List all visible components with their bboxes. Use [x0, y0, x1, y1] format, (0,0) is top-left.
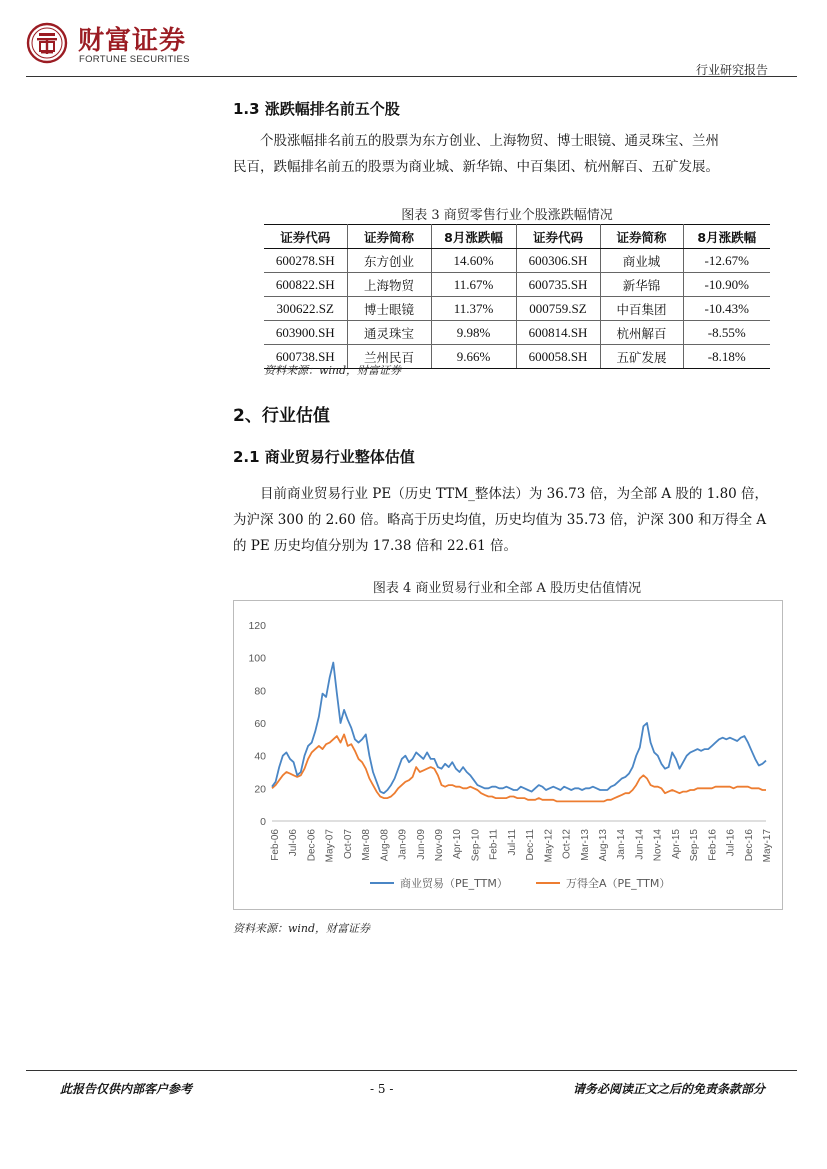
- x-tick-label: Mar-08: [361, 829, 373, 861]
- x-tick-label: Jan-09: [397, 829, 409, 860]
- y-tick-label: 80: [254, 685, 266, 698]
- x-tick-label: Jun-14: [634, 829, 646, 860]
- table-caption: 图表 3 商贸零售行业个股涨跌幅情况: [401, 208, 613, 223]
- table-source-note: 资料来源：wind，财富证券: [264, 364, 402, 377]
- footer-disclaimer-left: 此报告仅供内部客户参考: [60, 1082, 193, 1096]
- x-tick-label: Jul-16: [725, 829, 737, 857]
- table-cell: 9.98%: [431, 321, 516, 345]
- y-tick-label: 40: [254, 750, 266, 763]
- paragraph-line: 个股涨幅排名前五的股票为东方创业、上海物贸、博士眼镜、通灵珠宝、兰州: [260, 133, 719, 149]
- x-tick-label: Dec-06: [306, 829, 318, 862]
- table-cell: 11.67%: [431, 273, 516, 297]
- x-tick-label: Dec-11: [525, 829, 537, 861]
- footer-divider: [26, 1070, 797, 1071]
- table-cell: 兰州民百: [347, 345, 431, 369]
- y-tick-label: 60: [254, 718, 266, 730]
- series-line-commerce: [272, 663, 766, 794]
- logo-text-en: FORTUNE SECURITIES: [79, 54, 190, 65]
- x-tick-label: Jul-11: [506, 829, 518, 856]
- table-header-row: [264, 225, 770, 249]
- x-tick-label: May-12: [543, 829, 555, 863]
- table-cell: 600306.SH: [516, 249, 600, 273]
- page-number: - 5 -: [370, 1082, 394, 1096]
- table-cell: 600278.SH: [264, 249, 347, 273]
- section-2-1-paragraph: [233, 481, 781, 559]
- pe-history-chart: [234, 601, 782, 909]
- table-cell: 上海物贸: [347, 273, 431, 297]
- x-tick-label: Dec-16: [743, 829, 755, 862]
- table-row: [264, 273, 770, 297]
- table-cell: 000759.SZ: [516, 297, 600, 321]
- paragraph-line: 的 PE 历史均值分别为 17.38 倍和 22.61 倍。: [233, 538, 517, 554]
- section-heading-2: 2、行业估值: [233, 406, 330, 426]
- x-tick-label: Oct-12: [561, 829, 573, 860]
- paragraph-line: 目前商业贸易行业 PE（历史 TTM_整体法）为 36.73 倍，为全部 A 股的 1.80 倍，: [260, 486, 769, 502]
- table-cell: -10.90%: [683, 273, 770, 297]
- column-header: 证券简称: [600, 225, 683, 249]
- logo-text-cn: 财富证券: [78, 26, 187, 56]
- table-cell: 600058.SH: [516, 345, 600, 369]
- table-cell: 商业城: [600, 249, 683, 273]
- x-tick-label: Feb-16: [707, 829, 719, 861]
- x-tick-label: Nov-14: [652, 829, 664, 862]
- table-cell: 杭州解百: [600, 321, 683, 345]
- pe-history-chart-frame: [233, 600, 783, 910]
- fortune-securities-seal-icon: [26, 22, 68, 64]
- column-header: 8月涨跌幅: [683, 225, 770, 249]
- table-cell: 11.37%: [431, 297, 516, 321]
- table-cell: 五矿发展: [600, 345, 683, 369]
- x-tick-label: Aug-08: [379, 829, 391, 862]
- section-heading-1-3: 1.3 涨跌幅排名前五个股: [233, 100, 400, 118]
- series-line-all-a: [272, 734, 766, 801]
- x-tick-label: Jan-14: [616, 829, 628, 860]
- table-cell: 博士眼镜: [347, 297, 431, 321]
- legend-label: 万得全A（PE_TTM）: [566, 877, 671, 890]
- table-cell: -12.67%: [683, 249, 770, 273]
- footer-disclaimer-right: 请务必阅读正文之后的免责条款部分: [572, 1082, 765, 1096]
- table-row: [264, 321, 770, 345]
- section-heading-2-1: 2.1 商业贸易行业整体估值: [233, 448, 415, 466]
- x-tick-label: Oct-07: [342, 829, 354, 860]
- x-tick-label: Feb-11: [488, 829, 500, 860]
- x-tick-label: May-07: [324, 829, 336, 863]
- x-tick-label: May-17: [762, 829, 773, 863]
- chart-caption: 图表 4 商业贸易行业和全部 A 股历史估值情况: [372, 581, 642, 596]
- table-cell: -8.18%: [683, 345, 770, 369]
- paragraph-line: 民百，跌幅排名前五的股票为商业城、新华锦、中百集团、杭州解百、五矿发展。: [233, 159, 719, 175]
- y-tick-label: 20: [254, 783, 266, 796]
- x-tick-label: Apr-10: [452, 829, 464, 860]
- table-cell: 通灵珠宝: [347, 321, 431, 345]
- x-tick-label: Sep-15: [689, 829, 701, 862]
- table-row: [264, 297, 770, 321]
- table-cell: 600814.SH: [516, 321, 600, 345]
- section-1-3-paragraph: [233, 128, 781, 180]
- y-tick-label: 120: [248, 620, 266, 632]
- table-cell: 中百集团: [600, 297, 683, 321]
- table-cell: 600735.SH: [516, 273, 600, 297]
- x-tick-label: Sep-10: [470, 829, 482, 862]
- table-cell: 600822.SH: [264, 273, 347, 297]
- x-tick-label: Jun-09: [415, 829, 427, 860]
- header-divider: [26, 76, 797, 77]
- column-header: 证券代码: [264, 225, 347, 249]
- table-cell: 603900.SH: [264, 321, 347, 345]
- x-tick-label: Mar-13: [579, 829, 591, 861]
- table-cell: 东方创业: [347, 249, 431, 273]
- table-cell: 9.66%: [431, 345, 516, 369]
- x-tick-label: Aug-13: [598, 829, 609, 862]
- table-cell: 300622.SZ: [264, 297, 347, 321]
- table-cell: -10.43%: [683, 297, 770, 321]
- column-header: 证券简称: [347, 225, 431, 249]
- x-tick-label: Jul-06: [288, 829, 300, 857]
- table-cell: 600738.SH: [264, 345, 347, 369]
- y-tick-label: 100: [248, 652, 266, 665]
- table-cell: -8.55%: [683, 321, 770, 345]
- table-cell: 14.60%: [431, 249, 516, 273]
- legend-label: 商业贸易（PE_TTM）: [400, 877, 508, 890]
- y-tick-label: 0: [260, 816, 266, 828]
- doc-type-label: 行业研究报告: [695, 63, 768, 77]
- column-header: 8月涨跌幅: [431, 225, 516, 249]
- paragraph-line: 为沪深 300 的 2.60 倍。略高于历史均值，历史均值为 35.73 倍，沪深 300 和万得全 A: [233, 512, 767, 528]
- column-header: 证券代码: [516, 225, 600, 249]
- table-cell: 新华锦: [600, 273, 683, 297]
- stock-performance-table: [264, 224, 770, 369]
- x-tick-label: Feb-06: [270, 829, 281, 861]
- x-tick-label: Nov-09: [434, 829, 445, 862]
- chart-source-note: 资料来源：wind，财富证券: [233, 922, 371, 935]
- x-tick-label: Apr-15: [670, 829, 682, 860]
- table-row: [264, 249, 770, 273]
